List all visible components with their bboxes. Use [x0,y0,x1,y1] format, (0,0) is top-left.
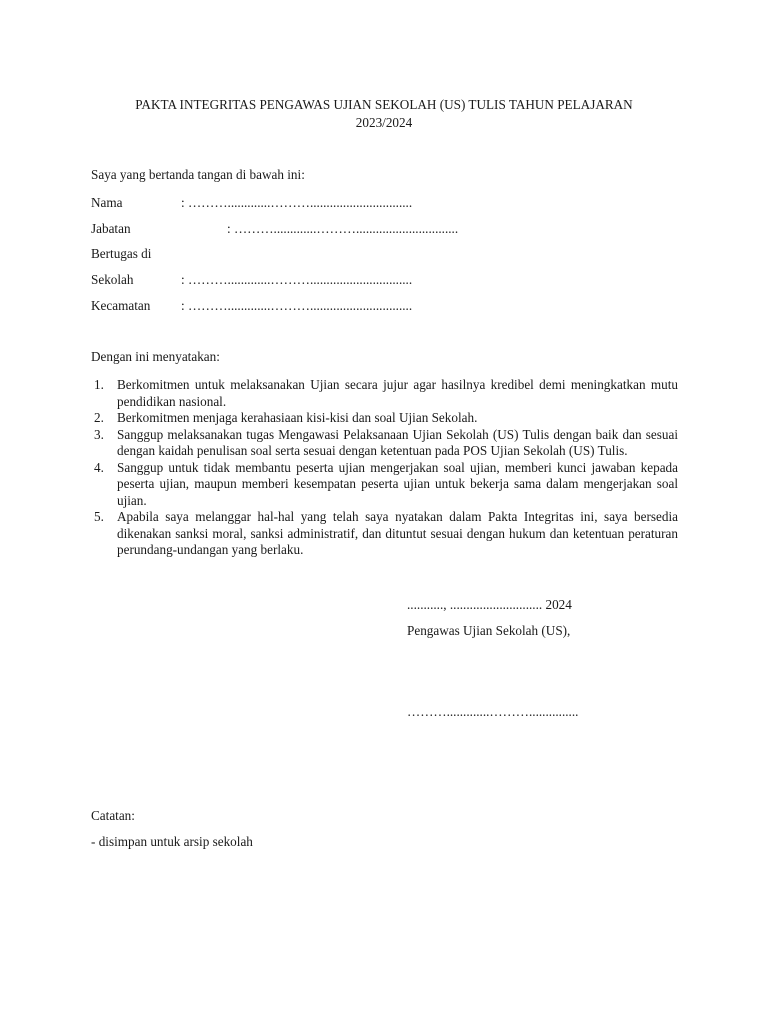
list-item [91,410,678,427]
signature-place-date: ..........., ............................ 2024 [407,597,572,612]
signature-name-line: ……….............………............... [407,704,579,719]
notes-title: Catatan: [91,808,135,823]
list-item-text: Sanggup untuk tidak membantu peserta ujian mengerjakan soal ujian, memberi kunci jawaban kepada peserta ujian, maupun memberi kesempatan peserta ujian untuk bekerja sama dalam mengerjakan soal ujian. [117,459,678,508]
list-item [91,427,678,460]
signature-role: Pengawas Ujian Sekolah (US), [407,623,571,638]
statement-intro: Dengan ini menyatakan: [91,349,220,364]
list-item-text: Sanggup melaksanakan tugas Mengawasi Pelaksanaan Ujian Sekolah (US) Tulis dengan baik dan sesuai dengan kaidah penulisan soal serta sesuai dengan ketentuan pada POS Ujian Sekolah (US) Tulis. [117,426,678,458]
field-value-sekolah: : ……….............………............................... [181,272,413,287]
list-item-number: 5. [94,509,104,524]
field-label-kecamatan: Kecamatan [91,298,151,313]
field-label-sekolah: Sekolah [91,272,134,287]
field-label-jabatan: Jabatan [91,221,131,236]
list-item [91,377,678,410]
title-line-1: PAKTA INTEGRITAS PENGAWAS UJIAN SEKOLAH (US) TULIS TAHUN PELAJARAN [135,97,633,112]
notes-item: - disimpan untuk arsip sekolah [91,834,253,849]
field-value-kecamatan: : ……….............………............................... [181,298,413,313]
title-line-2: 2023/2024 [355,115,413,130]
list-item-number: 4. [94,459,104,475]
list-item-text: Apabila saya melanggar hal-hal yang telah saya nyatakan dalam Pakta Integritas ini, saya bersedia dikenakan sanksi moral, sanksi administratif, dan dituntut sesuai dengan hukum dan ketentuan peraturan perundang-undangan yang berlaku. [117,509,678,557]
field-label-nama: Nama [91,195,123,210]
list-item [91,460,678,510]
list-item-number: 3. [94,426,104,442]
field-value-jabatan: : ……….............………............................... [227,221,459,236]
document-title [80,96,688,132]
list-item-text: Berkomitmen untuk melaksanakan Ujian secara jujur agar hasilnya kredibel demi meningkatkan mutu pendidikan nasional. [117,377,678,409]
list-item-number: 2. [94,410,104,425]
list-item [91,509,678,559]
intro-text: Saya yang bertanda tangan di bawah ini: [91,167,305,182]
commitment-list [91,377,678,559]
field-label-bertugas: Bertugas di [91,246,152,261]
field-value-nama: : ……….............………............................... [181,195,413,210]
list-item-number: 1. [94,377,104,392]
list-item-text: Berkomitmen menjaga kerahasiaan kisi-kisi dan soal Ujian Sekolah. [117,410,478,425]
